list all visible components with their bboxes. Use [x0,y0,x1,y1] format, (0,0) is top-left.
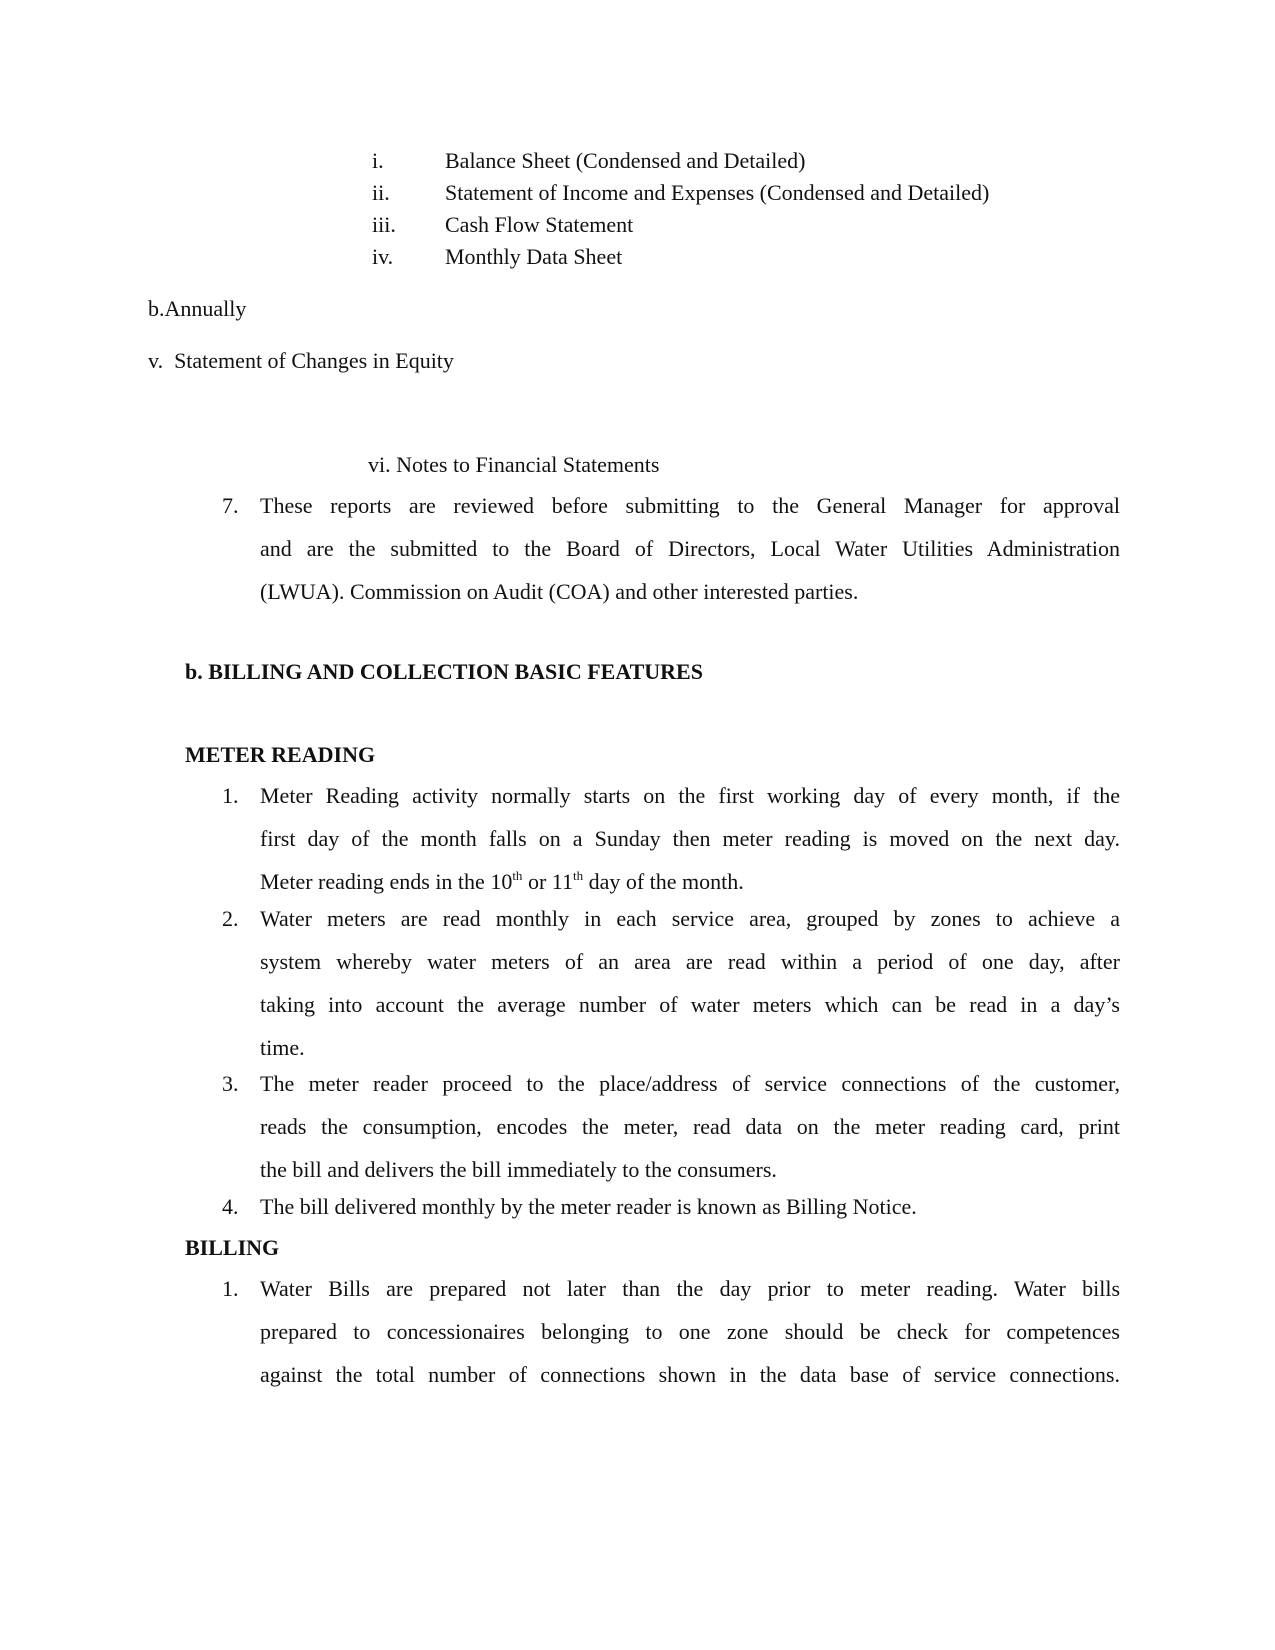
text-line: These reports are reviewed before submitting to the General Manager for approval [260,493,1120,518]
text-line: prepared to concessionaires belonging to one zone should be check for competences [260,1319,1120,1344]
text-line: system whereby water meters of an area are read within a period of one day, after [260,949,1120,974]
text-line: The bill delivered monthly by the meter reader is known as Billing Notice. [260,1194,917,1219]
paragraph-meter-4 [260,1185,1120,1228]
list-number: 2. [222,906,239,931]
annually-label: b.Annually [148,296,247,321]
list-numeral: ii. [372,180,390,205]
list-number: 1. [222,1276,239,1301]
text-line: first day of the month falls on a Sunday then meter reading is moved on the next day. [260,826,1120,851]
text-fragment: Meter reading ends in the 10 [260,869,513,894]
report-item: Cash Flow Statement [445,212,634,237]
report-item: Statement of Income and Expenses (Condensed and Detailed) [445,180,990,205]
list-number: 4. [222,1194,239,1219]
text-line: Water meters are read monthly in each service area, grouped by zones to achieve a [260,906,1120,931]
report-item: Balance Sheet (Condensed and Detailed) [445,148,806,173]
text-line: against the total number of connections shown in the data base of service connections. [260,1362,1120,1387]
text-line: taking into account the average number of water meters which can be read in a day’s [260,992,1120,1017]
text-line: the bill and delivers the bill immediately to the consumers. [260,1157,777,1182]
text-line: time. [260,1035,305,1060]
paragraph-billing-1 [260,1267,1120,1396]
list-number: 7. [222,493,239,518]
meter-reading-heading: METER READING [185,742,376,767]
section-heading: b. BILLING AND COLLECTION BASIC FEATURES [185,659,703,684]
annual-item: v. Statement of Changes in Equity [148,348,454,373]
paragraph-meter-2 [260,897,1120,1069]
billing-heading: BILLING [185,1235,280,1260]
text-line: reads the consumption, encodes the meter, read data on the meter reading card, print [260,1114,1120,1139]
text-fragment: day of the month. [583,869,744,894]
text-fragment: or 11 [522,869,573,894]
annual-item: vi. Notes to Financial Statements [368,452,660,477]
list-number: 1. [222,783,239,808]
list-numeral: i. [372,148,384,173]
superscript: th [572,868,584,883]
paragraph-meter-3 [260,1062,1120,1191]
list-numeral: iii. [372,212,396,237]
list-number: 3. [222,1071,239,1096]
text-line: and are the submitted to the Board of Directors, Local Water Utilities Administration [260,536,1120,561]
text-line: Water Bills are prepared not later than the day prior to meter reading. Water bills [260,1276,1120,1301]
paragraph-item-7 [260,484,1120,613]
text-line: Meter Reading activity normally starts on the first working day of every month, if the [260,783,1120,808]
report-item: Monthly Data Sheet [445,244,623,269]
text-line: The meter reader proceed to the place/address of service connections of the customer, [260,1071,1120,1096]
text-line: (LWUA). Commission on Audit (COA) and other interested parties. [260,579,859,604]
superscript: th [512,868,523,883]
list-numeral: iv. [372,244,394,269]
paragraph-meter-1 [260,774,1120,903]
